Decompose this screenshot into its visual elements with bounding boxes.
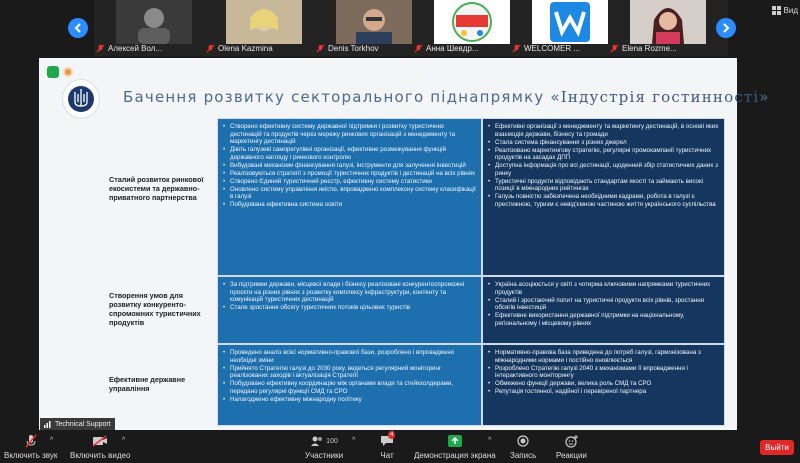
list-item: • Прийнято Стратегію галузі до 2030 року, ведеться регулярний моніторинг реалізованих заходів і актуалізація Стратегії — [223, 365, 476, 380]
cell-row3-target — [482, 344, 725, 426]
list-item: • Оновлено систему управління якістю, впроваджено комплексну систему класифікації в галузі — [223, 186, 476, 201]
participant-video — [116, 0, 192, 44]
participants-icon — [310, 435, 324, 447]
participant-tile[interactable] — [94, 0, 214, 56]
list-item: • Діють галузеві саморегулівні організації, ефективне розмежування функцій державного нагляду і ринкового контролю — [223, 146, 476, 161]
slide-title — [123, 88, 770, 106]
mic-muted-icon — [96, 44, 105, 53]
participants-button[interactable] — [304, 433, 344, 460]
leave-button[interactable]: Выйти — [760, 440, 794, 455]
chat-badge: 4 — [390, 432, 394, 438]
list-item: • Нормативно-правова база приведена до потреб галузі, гармонізована з міжнародними нормами і постійно оновлюється — [488, 349, 719, 364]
participant-logo — [532, 0, 608, 44]
participant-name: Denis Torkhov — [328, 43, 379, 53]
shared-screen — [39, 58, 770, 430]
slide-title-highlight: Індустрія гостинності — [560, 88, 760, 106]
list-item: • Створено ефективну систему державної підтримки і розвитку туристичних дестинацій та продуктів через мережу ринкових організацій з менеджменту та маркетингу дестинацій — [223, 123, 476, 146]
cell-row2-current — [217, 276, 482, 344]
reactions-label: Реакции — [556, 451, 587, 460]
signal-bars-icon — [44, 420, 52, 428]
participant-name: WELCOMER ... — [524, 43, 581, 53]
cell-row1-current — [217, 118, 482, 276]
participant-video — [336, 0, 412, 44]
view-label: Вид — [783, 6, 798, 15]
next-page-button[interactable] — [716, 18, 736, 38]
list-item: • Розроблено Стратегію галузі 2040 з механізмами її впровадження і інтерактивного моніторингу — [488, 365, 719, 380]
mic-muted-icon — [316, 44, 325, 53]
video-off-icon — [92, 435, 108, 447]
smiley-plus-icon — [565, 435, 578, 448]
participant-name: Elena Rozme... — [622, 43, 677, 53]
participant-video — [226, 0, 302, 44]
slide-title-main: Бачення розвитку секторального піднапрямку « — [123, 88, 561, 106]
list-item: • Туристичні продукти відповідають стандартам якості та займають високі позиції в міжнародних рейтингах — [488, 178, 719, 193]
list-item: • Доступна інформація про всі дестинації, щоденний збір статистичних даних з ринку — [488, 162, 719, 177]
audio-options-chevron-icon[interactable]: ^ — [50, 437, 54, 444]
recording-indicator-icon — [63, 67, 73, 77]
prev-page-button[interactable] — [68, 18, 88, 38]
chevron-right-icon — [721, 23, 731, 33]
list-item: • Обмежено функції держави, велика роль СМД та СРО — [488, 380, 719, 388]
chat-label: Чат — [380, 451, 394, 460]
share-screen-label: Демонстрация экрана — [414, 451, 496, 460]
participants-label: Участники — [304, 451, 344, 460]
list-item: • Створено Єдиний туристичний реєстр, ефективну систему статистики — [223, 178, 476, 186]
mic-muted-icon — [512, 44, 521, 53]
list-item: • Побудована ефективна система освіти — [223, 201, 476, 209]
slide-title-end: » — [759, 88, 770, 106]
participant-tile[interactable] — [204, 0, 324, 56]
participant-name: Алексей Вол... — [108, 43, 163, 53]
tech-support-tile[interactable] — [40, 418, 115, 430]
row-label-products: Створення умов для розвитку конкуренто-спроможних туристичних продуктів — [109, 291, 201, 327]
participant-video — [630, 0, 706, 44]
list-item: • Ефективні організації з менеджменту та маркетингу дестинацій, в основі яких взаємодія держави, бізнесу та громади — [488, 123, 719, 138]
share-screen-icon — [448, 435, 462, 447]
list-item: • Побудовано ефективну координацію між органами влади та стейкхолдерами, передано регулярні функції СМД та СРО — [223, 380, 476, 395]
list-item: • Реалізовуються стратегії з промоції туристичних продуктів і дестинацій на всіх рівнях — [223, 170, 476, 178]
list-item: • Проведено аналіз всієї нормативно-правової бази, розроблено і впроваджено необхідні зміни — [223, 349, 476, 364]
list-item: • Стале зростання обсягу туристичних потоків цільових туристів — [223, 304, 476, 312]
grid-view-icon — [772, 6, 781, 15]
coat-of-arms-icon — [63, 80, 99, 118]
start-video-label: Включить видео — [70, 451, 131, 460]
list-item: • Налагоджено ефективну міжнародну політику — [223, 396, 476, 404]
record-icon — [517, 435, 529, 447]
cell-row2-target — [482, 276, 725, 344]
row-label-ecosystem: Сталий розвиток ринкової екосистеми та державно-приватного партнерства — [109, 175, 204, 202]
mic-muted-icon — [24, 434, 38, 448]
participant-name: Olena Kazmina — [218, 43, 273, 53]
reactions-button[interactable] — [556, 433, 587, 460]
record-label: Запись — [510, 451, 537, 460]
meeting-toolbar — [0, 431, 800, 463]
participant-strip — [0, 0, 800, 58]
tech-support-label: Technical Support — [55, 420, 111, 428]
list-item: • Сталий і зростаючий попит на туристичні продукти всіх рівнів, зростання обсягів інвестицій — [488, 297, 719, 312]
share-options-chevron-icon[interactable]: ^ — [488, 437, 492, 444]
cell-row3-current — [217, 344, 482, 426]
list-item: • Стала система фінансування з різних джерел — [488, 139, 719, 147]
list-item: • Ефективне використання державної підтримки на національному, регіональному і місцевому рівнях — [488, 312, 719, 327]
chat-button[interactable] — [378, 433, 396, 460]
vision-table — [217, 118, 725, 426]
list-item: • Реалізовано маркетингову стратегію, регулярні промокампанії туристичних продуктів на засадах ДПП — [488, 147, 719, 162]
view-menu-button[interactable] — [772, 6, 798, 15]
participants-count: 100 — [326, 437, 338, 445]
unmute-label: Включить звук — [4, 451, 58, 460]
mic-muted-icon — [414, 44, 423, 53]
row-label-governance: Ефективне державне управління — [109, 375, 186, 393]
chevron-left-icon — [73, 23, 83, 33]
video-options-chevron-icon[interactable]: ^ — [122, 437, 126, 444]
participants-options-chevron-icon[interactable]: ^ — [352, 437, 356, 444]
list-item: • Галузь повністю забезпечена необхідними кадрами, робота в галузі є престижною, туризм є невід'ємною частиною життя українського суспільства — [488, 193, 719, 208]
shield-icon — [47, 66, 59, 78]
mic-muted-icon — [610, 44, 619, 53]
list-item: • Репутація гостинної, надійної і перевіреної партнера — [488, 388, 719, 396]
list-item: • Україна асоціюється у світі з чотирма ключовими напрямками туристичних продуктів — [488, 281, 719, 296]
participant-tile[interactable] — [608, 0, 728, 56]
participant-logo — [434, 0, 510, 44]
list-item: • За підтримки держави, місцевої влади і бізнесу реалізовані конкурентоспроможні проєкти на різних рівнях з розвитку комплексу інфраструктури, контенту та комунікацій туристичних дестинацій — [223, 281, 476, 304]
list-item: • Вибудовані механізми фінансування галузі, інструменти для залучення інвестицій — [223, 162, 476, 170]
record-button[interactable] — [510, 433, 536, 460]
participant-name: Анна Шевдр... — [426, 43, 479, 53]
share-screen-button[interactable] — [414, 433, 496, 460]
mic-muted-icon — [206, 44, 215, 53]
cell-row1-target — [482, 118, 725, 276]
